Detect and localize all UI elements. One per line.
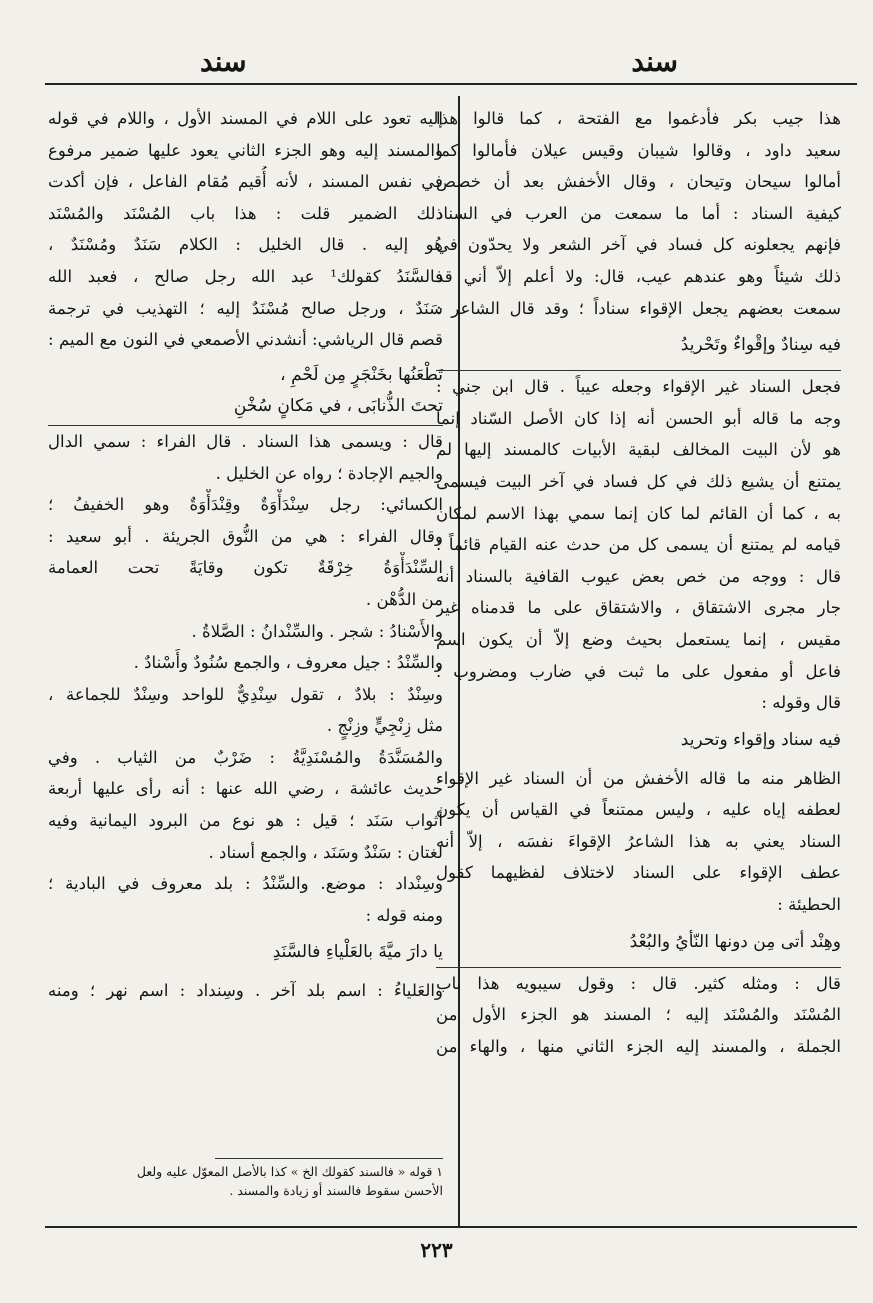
text-line: وجه ما قاله أبو الحسن أنه إذا كان الأصل السّناد إنما <box>436 408 841 428</box>
verse-quote: فيه سناد وإقواء وتحريد <box>680 729 841 750</box>
text-line: ومنه قوله : <box>365 905 443 925</box>
text-line: وسِنْداد : موضع. والسِّنْدُ : بلد معروف في البادية ؛ <box>48 874 443 894</box>
footnote-line: الأحسن سقوط فالسند أو زيادة والمسند . <box>229 1183 443 1198</box>
text-line: والعَلياءُ : اسم بلد آخر . وسِنداد : اسم نهر ؛ ومنه <box>48 981 443 1001</box>
text-line: أثواب سَنَد ؛ قيل : هو نوع من البرود اليمانية وفيه <box>48 811 443 831</box>
text-line: السناد يعني به هذا الشاعرُ الإقواءَ نفسَه ، إلاّ أنه <box>436 831 841 851</box>
text-line: وسِنْدٌ : بلادٌ ، تقول سِنْدِيٌّ للواحد وسِنْدٌ للجماعة ، <box>48 684 443 704</box>
text-line: ذلك شيئاً وهو عندهم عيب، قال: ولا أعلم إلاّ أني قد <box>436 266 841 286</box>
text-line: من الدُّهْن . <box>365 589 443 609</box>
text-line: لغتان : سَنْدٌ وسَنَد ، والجمع أسناد . <box>208 842 443 862</box>
footnote <box>48 1162 443 1200</box>
text-line: قال : ومثله كثير. قال : وقول سيبويه هذا باب <box>436 973 841 993</box>
text-line: قصم قال الرياشي: أنشدني الأصمعي في النون مع الميم : <box>48 330 443 350</box>
text-line: مقيس ، إنما يستعمل بحيث وضع إلاّ أن يكون اسم <box>436 629 841 649</box>
text-line: لعطفه إياه عليه ، وليس ممتنعاً في القياس أن يكون <box>436 800 841 820</box>
verse-quote: يا دارَ ميَّةَ بالعَلْياءِ فالسَّنَدِ <box>272 942 443 963</box>
text-line: والمُسَنَّدَةُ والمُسْنَدِيَّةُ : ضَرْبٌ من الثياب . وفي <box>48 747 443 767</box>
text-line: ذلك الضمير قلت : هذا باب المُسْنَد والمُسْنَد <box>48 203 443 223</box>
text-line: كيفية السناد : أما ما سمعت من العرب في السناد <box>436 203 841 223</box>
text-line: مثل زِنْجِيٍّ وزِنْجٍ . <box>326 716 443 736</box>
page-number: ٢٢٣ <box>420 1238 453 1262</box>
text-line: به ، كما أن القائم لما كان إنما سمي بهذا الاسم لمكان <box>436 503 841 523</box>
text-line: في نفس المسند ، لأنه أُقيم مُقام الفاعل ، فإن أكدت <box>48 172 443 192</box>
text-line: قال : ووجه من خص بعض عيوب القافية بالسناد أنه <box>436 566 841 586</box>
text-line: فالسَّنَدُ كقولك¹ عبد الله رجل صالح ، فعبد الله <box>48 266 443 286</box>
text-line: حديث عائشة ، رضي الله عنها : أنه رأى عليها أربعة <box>48 779 443 799</box>
text-line: جار مجرى الاشتقاق ، والاشتقاق على ما قدمناه غير <box>436 598 841 618</box>
footer-rule <box>45 1226 857 1228</box>
footnote-rule <box>215 1158 443 1159</box>
verse-quote: وهِنْد أتى مِن دونها النّأيُ والبُعْدُ <box>629 931 841 952</box>
text-line: يمتنع أن يشيع ذلك في كل فساد في آخر البيت فيسمى <box>436 471 841 491</box>
text-line: هو لأن البيت المخالف لبقية الأبيات كالمسند إليها لم <box>436 440 841 460</box>
text-line: فجعل السناد غير الإقواء وجعله عيباً . قال ابن جني : <box>436 377 841 397</box>
text-line: فاعل أو مفعول على ما ثبت في ضارب ومضروب ؛ <box>436 661 841 681</box>
text-line: والأَسْنادُ : شجر . والسِّنْدانُ : الصَّلاةُ . <box>191 621 443 641</box>
text-line: قيامه لم يمتنع أن يسمى كل من حدث عنه القيام قائماً ؛ <box>436 535 841 555</box>
text-line: عطف الإقواء على السناد لاختلاف لفظيهما كقول <box>436 863 841 883</box>
text-line: والجيم الإجادة ؛ رواه عن الخليل . <box>215 463 443 483</box>
text-line: السِّنْدَأْوَةُ خِرْقَةٌ تكون وقايَةً تحت العمامة <box>48 558 443 578</box>
text-line: الظاهر منه ما قاله الأخفش من أن السناد غير الإقواء <box>436 768 841 788</box>
text-line: الجملة ، والمسند إليه الجزء الثاني منها ، والهاء من <box>436 1036 841 1056</box>
text-line: والسِّنْدُ : جيل معروف ، والجمع سُنُودٌ وأَسْنادٌ . <box>133 653 443 673</box>
text-line: وقال الفراء : هي من النُّوق الجريئة . أبو سعيد : <box>48 526 443 546</box>
header-keyword-right: سند <box>631 45 678 78</box>
text-line: أمالوا سيحان وتيحان ، وقال الأخفش بعد أن خصص <box>436 172 841 192</box>
text-line: قال : ويسمى هذا السناد . قال الفراء : سمي الدال <box>48 431 443 451</box>
text-line: هُو إليه . قال الخليل : الكلام سَنَدٌ ومُسْنَدٌ ، <box>48 235 443 255</box>
text-line: والمسند إليه وهو الجزء الثاني يعود عليها ضمير مرفوع <box>48 140 443 160</box>
footnote-line: ١ قوله « فالسند كقولك الخ » كذا بالأصل المعوّل عليه ولعل <box>136 1164 443 1179</box>
left-column <box>48 103 443 1153</box>
text-line: قال وقوله : <box>761 693 841 713</box>
text-line: سمعت بعضهم يجعل الإقواء سناداً ؛ وقد قال الشاعر : <box>436 298 841 318</box>
verse-quote: فيه سِنادٌ وإقْواءٌ وتَحْريدُ <box>680 335 841 356</box>
text-line: سَنَدٌ ، ورجل صالح مُسْنَدٌ إليه ؛ التهذيب في ترجمة <box>48 298 443 318</box>
text-line: هذا جيب بكر فأدغموا مع الفتحة ، كما قالوا هذا <box>436 109 841 128</box>
header-rule <box>45 83 857 85</box>
text-line: الحطيئة : <box>777 895 841 915</box>
text-line: المُسْنَد والمُسْنَد إليه ؛ المسند هو الجزء الأول من <box>436 1005 841 1025</box>
verse-quote: تَطْعَنُها بخَنْجَرٍ مِن لَحْمِ ، <box>280 364 443 385</box>
text-line: فإنهم يجعلونه كل فساد في آخر الشعر ولا يحدّون في <box>436 235 841 255</box>
right-column <box>436 103 841 1223</box>
verse-quote: تحتَ الذُّنابَى ، في مَكانٍ سُخْنِ <box>233 396 443 417</box>
text-line: الكسائي: رجل سِنْدَأْوَةٌ وقِنْدَأْوَةٌ وهو الخفيفُ ؛ <box>48 495 443 515</box>
text-line: سعيد داود ، وقالوا شيبان وقيس عيلان فأمالوا كما <box>436 140 841 160</box>
header-keyword-left: سند <box>200 45 247 78</box>
text-line: إليه تعود على اللام في المسند الأول ، واللام في قوله <box>48 109 443 128</box>
